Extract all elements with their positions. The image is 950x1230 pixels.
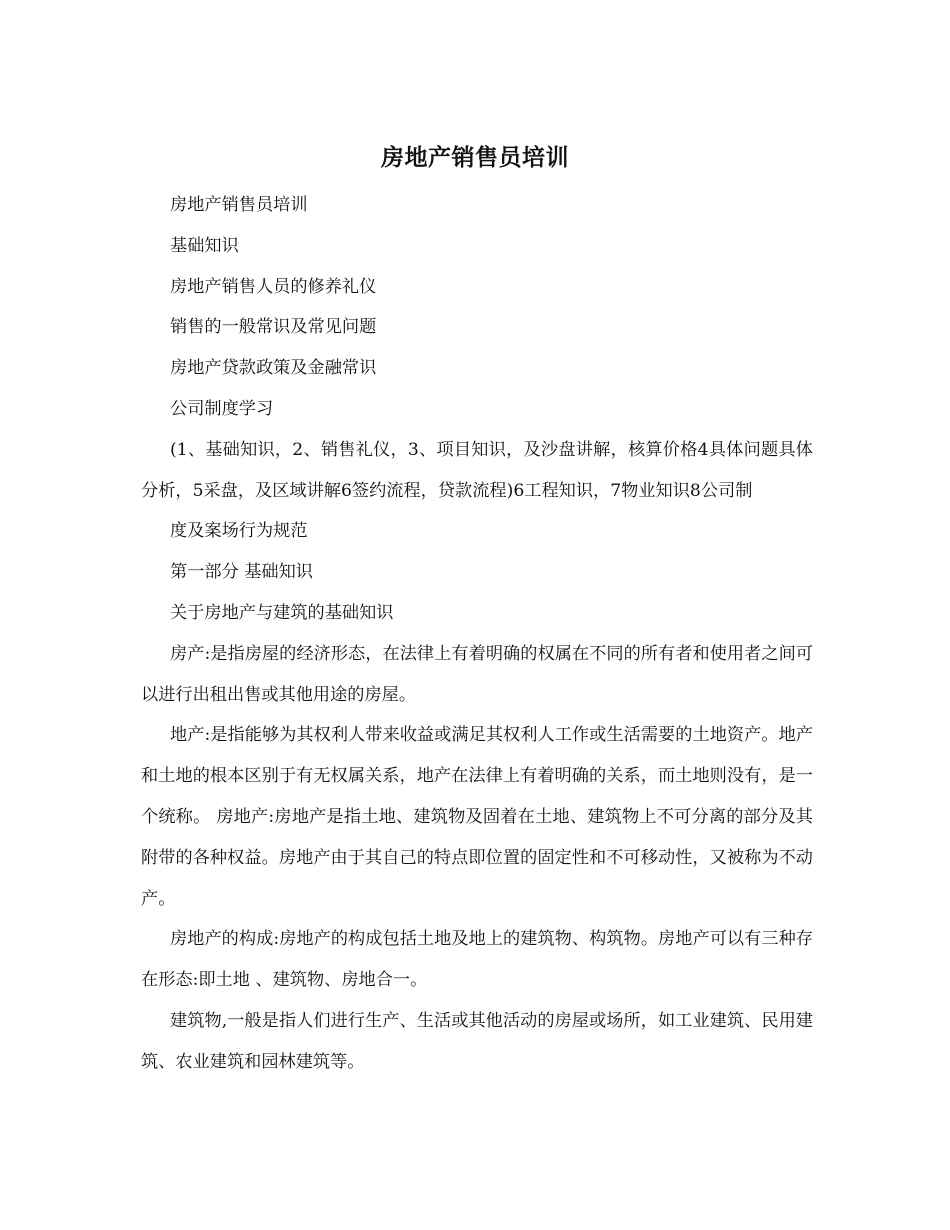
paragraph: 房地产贷款政策及金融常识 <box>170 358 377 379</box>
paragraph: 房地产销售人员的修养礼仪 <box>170 276 377 297</box>
paragraph: 建筑物,一般是指人们进行生产、生活或其他活动的房屋或场所，如工业建筑、民用建筑、农业建筑和园林建筑等。 <box>141 1010 813 1072</box>
paragraph: 房产:是指房屋的经济形态，在法律上有着明确的权属在不同的所有者和使用者之间可以进行出租出售或其他用途的房屋。 <box>141 643 813 705</box>
paragraph: 第一部分 基础知识 <box>170 562 313 583</box>
paragraph: 房地产销售员培训 <box>170 195 308 215</box>
paragraph: 销售的一般常识及常见问题 <box>170 317 377 338</box>
paragraph: 地产:是指能够为其权利人带来收益或满足其权利人工作或生活需要的土地资产。地产和土地的根本区别于有无权属关系，地产在法律上有着明确的关系，而土地则没有，是一个统称。 房地产:房地产是指土地、建筑物及固着在土地、建筑物上不可分离的部分及其附带的各种权益。房地产由于其自己的特点即位置的固定性和不可移动性，又被称为不动产。 <box>141 725 813 909</box>
document-body <box>141 185 813 1083</box>
paragraph: 基础知识 <box>170 235 239 256</box>
paragraph: 房地产的构成:房地产的构成包括土地及地上的建筑物、构筑物。房地产可以有三种存在形态:即土地 、建筑物、房地合一。 <box>141 929 813 991</box>
paragraph: 度及案场行为规范 <box>170 521 308 542</box>
document-title: 房地产销售员培训 <box>381 144 569 171</box>
paragraph: 关于房地产与建筑的基础知识 <box>170 602 394 623</box>
paragraph: 公司制度学习 <box>170 398 274 419</box>
paragraph: (1、基础知识，2、销售礼仪，3、项目知识，及沙盘讲解，核算价格4具体问题具体分析，5采盘，及区域讲解6签约流程，贷款流程)6工程知识，7物业知识8公司制 <box>141 439 813 501</box>
